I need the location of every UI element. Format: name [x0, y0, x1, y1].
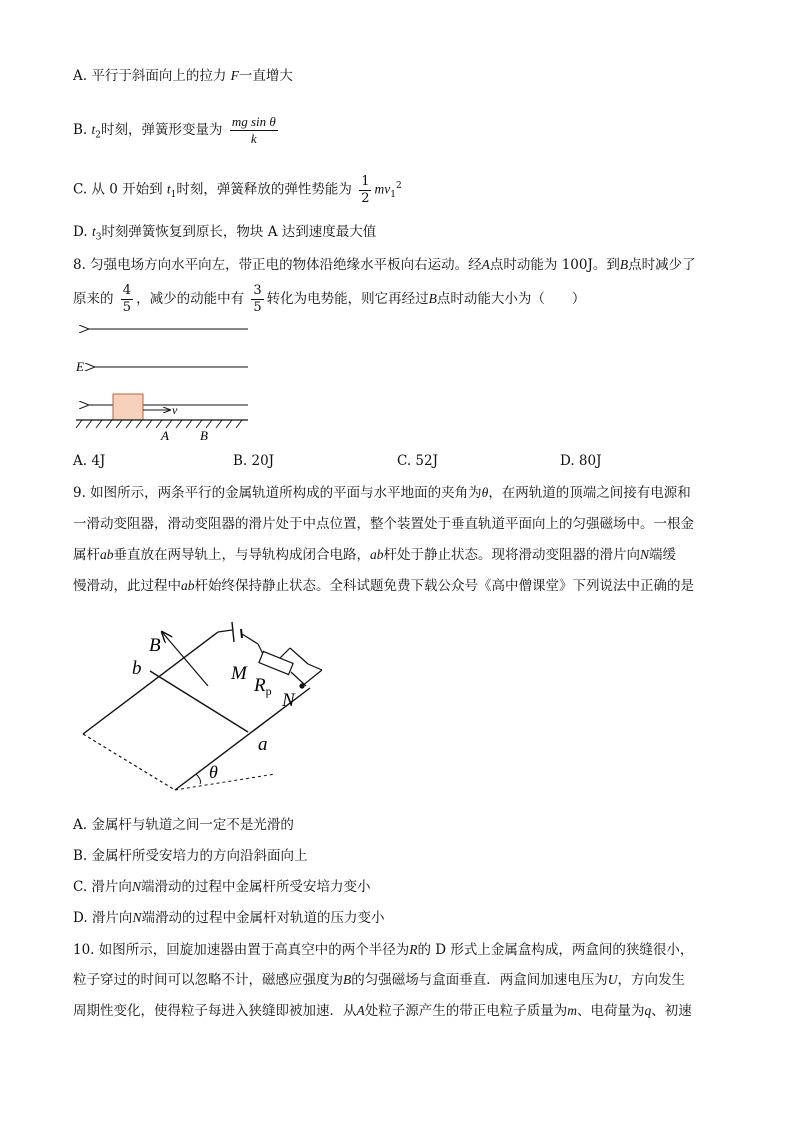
q10-text: 、电荷量为	[577, 1003, 645, 1019]
fraction-denominator: k	[250, 131, 257, 146]
q7-option-b-label: B.	[73, 122, 92, 138]
q9-text: 属杆	[73, 547, 100, 563]
rheostat-label	[253, 675, 272, 698]
q8-option-b[interactable]: B. 20J	[233, 453, 275, 469]
q8-text: 8. 匀强电场方向水平向左，带正电的物体沿绝缘水平板向右运动。经	[73, 257, 482, 273]
time-symbol: t	[91, 122, 96, 137]
q10-stem-line3	[73, 1001, 692, 1021]
end-n-symbol: N	[640, 547, 650, 562]
fraction-numerator: 1	[361, 173, 370, 189]
q9-text: 慢滑动，此过程中	[73, 578, 181, 594]
angle-arc	[196, 774, 201, 784]
q9-option-b-text: B. 金属杆所受安培力的方向沿斜面向上	[73, 848, 308, 864]
point-b-symbol: B	[428, 291, 437, 306]
magnetic-field-arrow	[162, 632, 208, 686]
q7-option-a-tail: 一直增大	[238, 68, 293, 84]
q10-text: 处粒子源产生的带正电粒子质量为	[364, 1003, 568, 1019]
q10-text: ，方向发生	[617, 972, 685, 988]
q10-text: 的 D 形式上金属盒构成，两盒间的狭缝很小，	[417, 942, 694, 958]
rod-ab-symbol: ab	[100, 547, 114, 562]
rod-ab-symbol: ab	[370, 547, 384, 562]
q9-stem-line4	[73, 576, 694, 596]
top-wire-right	[242, 634, 258, 644]
q9-option-d-text: D. 滑片向	[73, 910, 133, 926]
q8-text: ，减少的动能中有	[136, 291, 245, 307]
field-label-e: E	[76, 359, 84, 374]
q9-text: 9. 如图所示，两条平行的金属轨道所构成的平面与水平地面的夹角为	[73, 485, 482, 501]
q8-text: 点时动能大小为（ ）	[436, 291, 586, 307]
q8-stem-line1	[73, 255, 696, 275]
rheostat-end-n-label: N	[282, 690, 295, 711]
battery-plate-short	[241, 629, 242, 638]
rod-end-b-label: b	[132, 658, 142, 679]
q8-fraction-three-fifths	[251, 283, 263, 316]
q8-text: 点时减少了	[628, 257, 696, 273]
q9-option-d-text: 端滑动的过程中金属杆对轨道的压力变小	[141, 910, 385, 926]
top-wire-left	[218, 630, 232, 632]
fraction-numerator: mg sin θ	[231, 114, 276, 129]
q8-text: 原来的	[73, 291, 114, 307]
q9-rail-figure	[70, 618, 370, 798]
rheostat-subscript: p	[265, 684, 272, 698]
ground-dashed	[175, 774, 275, 790]
rheostat-r-symbol: R	[254, 675, 266, 696]
rod-ab-symbol: ab	[181, 578, 195, 593]
q10-stem-line2	[73, 970, 685, 990]
time-symbol: t	[166, 181, 171, 197]
mass-symbol: m	[567, 1003, 577, 1018]
point-a-symbol: A	[481, 257, 490, 272]
charge-symbol: q	[644, 1003, 652, 1018]
q9-option-d[interactable]	[73, 908, 384, 928]
q9-option-c-text: 端滑动的过程中金属杆所受安培力变小	[140, 879, 371, 895]
q7-option-b[interactable]	[73, 112, 281, 154]
q9-option-c[interactable]	[73, 877, 370, 897]
source-a-symbol: A	[356, 1003, 365, 1018]
time-subscript: 3	[95, 232, 102, 243]
q8-option-a[interactable]: A. 4J	[73, 453, 106, 469]
fraction-numerator: 3	[253, 283, 262, 298]
field-b-symbol: B	[343, 972, 352, 987]
q8-fraction-four-fifths	[121, 283, 133, 316]
q8-text: 转化为电势能，则它再经过	[266, 291, 429, 307]
time-symbol: t	[91, 224, 96, 239]
q8-stem-line2	[73, 281, 585, 317]
q7-option-c-label: C. 从 0 开始到	[73, 181, 167, 198]
force-symbol: F	[230, 68, 239, 83]
q10-text: 、初速	[651, 1003, 692, 1019]
q7-option-d-text: 时刻弹簧恢复到原长，物块 A 达到速度最大值	[101, 224, 377, 240]
q9-text: 端缓	[649, 547, 677, 563]
fraction-denominator: 2	[361, 190, 370, 206]
fraction-denominator: 5	[122, 300, 132, 315]
q7-option-c-fraction	[359, 174, 371, 207]
q7-option-b-text: 时刻，弹簧形变量为	[101, 122, 223, 138]
q9-text: 杆处于静止状态。现将滑动变阻器的滑片向	[383, 547, 640, 563]
q9-option-a-text: A. 金属杆与轨道之间一定不是光滑的	[73, 817, 294, 833]
q8-option-d[interactable]: D. 80J	[560, 453, 602, 469]
q8-options	[73, 453, 713, 473]
q9-text: 垂直放在两导轨上，与导轨构成闭合电路，	[113, 547, 370, 563]
point-b-symbol: B	[619, 257, 629, 272]
end-n-symbol: N	[132, 910, 142, 925]
q7-option-c-text: 时刻，弹簧释放的弹性势能为	[176, 181, 352, 198]
board-hatching	[76, 420, 242, 428]
magnetic-field-label: B	[149, 635, 161, 656]
q8-option-c[interactable]: C. 52J	[397, 453, 439, 469]
time-subscript: 1	[170, 190, 177, 201]
q10-text: 10. 如图所示，回旋加速器由置于高真空中的两个半径为	[73, 942, 410, 958]
time-subscript: 2	[95, 130, 102, 141]
end-n-symbol: N	[131, 879, 141, 894]
q9-text: 一滑动变阻器，滑动变阻器的滑片处于中点位置，整个装置处于垂直轨道平面向上的匀强磁场中。一根金	[73, 516, 694, 532]
q8-electric-field-figure	[70, 318, 260, 446]
q9-option-c-text: C. 滑片向	[73, 879, 132, 895]
q7-option-a-text: A. 平行于斜面向上的拉力	[73, 68, 227, 84]
fraction-numerator: 4	[122, 283, 132, 298]
velocity-exponent: 2	[395, 181, 402, 191]
velocity-subscript: 1	[390, 190, 396, 201]
point-a-label: A	[161, 428, 169, 443]
rail-bottom-dashed	[83, 734, 175, 790]
mv-symbol: mv	[374, 181, 391, 197]
q9-text: 杆始终保持静止状态。全科试题免费下载公众号《高中僧课堂》下列说法中正确的是	[194, 578, 694, 594]
rod-end-a-label: a	[258, 734, 268, 755]
q9-option-b[interactable]	[73, 846, 308, 866]
q7-option-a[interactable]	[73, 66, 293, 86]
q9-stem-line3	[73, 545, 676, 565]
theta-symbol: θ	[481, 485, 489, 500]
junction-dot	[299, 683, 304, 688]
q9-text: ，在两轨道的顶端之间接有电源和	[488, 485, 691, 501]
q7-option-d-label: D.	[73, 224, 92, 240]
q7-option-b-fraction	[230, 114, 278, 147]
radius-symbol: R	[409, 942, 418, 957]
angle-theta-label: θ	[209, 762, 218, 782]
q10-text: 粒子穿过的时间可以忽略不计，磁感应强度为	[73, 972, 343, 988]
q9-stem-line2	[73, 514, 694, 534]
velocity-label: v	[172, 403, 178, 417]
q10-text: 的匀强磁场与盒面垂直．两盒间加速电压为	[351, 972, 608, 988]
battery-plate-long	[232, 622, 234, 642]
q7-option-d[interactable]	[73, 222, 376, 248]
q9-stem-line1	[73, 483, 691, 503]
charged-block	[113, 394, 143, 420]
q10-stem-line1	[73, 940, 693, 960]
q8-text: 点时动能为 100J。到	[489, 257, 620, 273]
q7-option-c[interactable]	[73, 168, 402, 213]
rheostat-end-m-label: M	[231, 663, 247, 684]
voltage-symbol: U	[607, 972, 618, 987]
point-b-label: B	[200, 428, 208, 443]
fraction-denominator: 5	[253, 300, 262, 315]
q9-option-a[interactable]	[73, 815, 294, 835]
q10-text: 周期性变化，使得粒子每进入狭缝即被加速．从	[73, 1003, 357, 1019]
